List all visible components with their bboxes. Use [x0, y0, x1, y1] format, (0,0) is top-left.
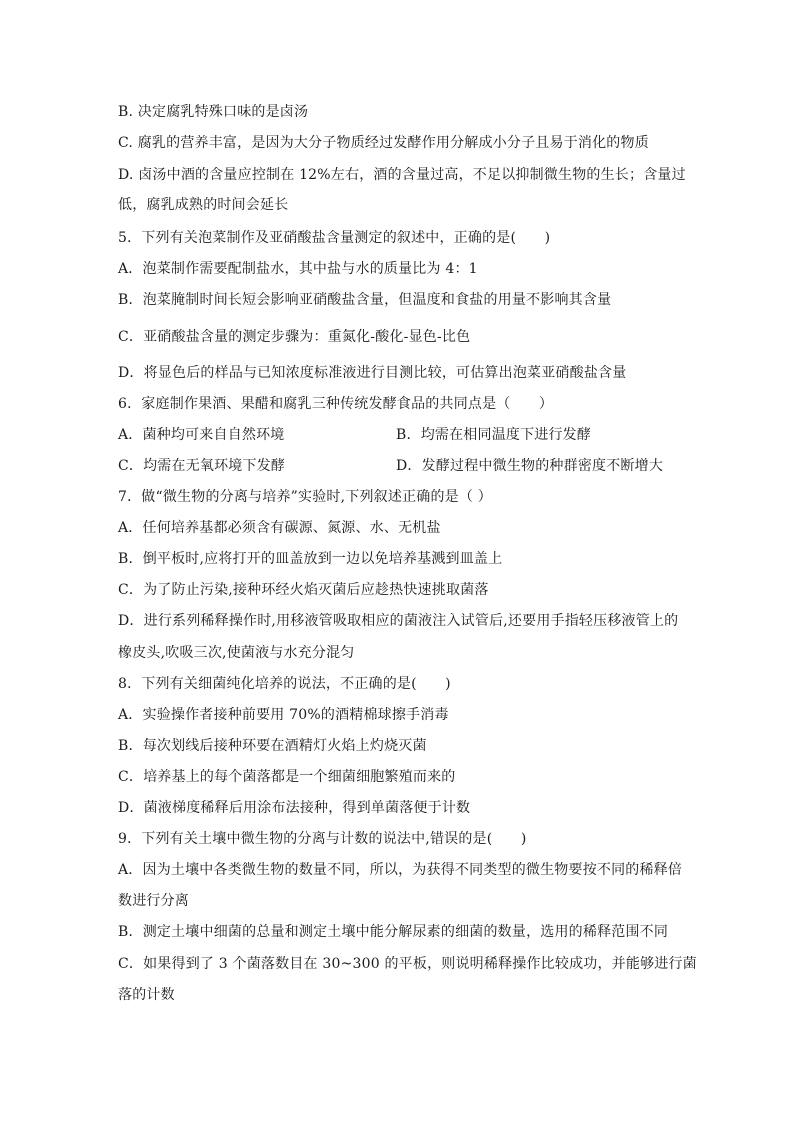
q8-option-d: D．菌液梯度稀释后用涂布法接种，得到单菌落便于计数: [118, 800, 471, 816]
q6-option-c: C．均需在无氧环境下发酵: [118, 458, 286, 474]
q9-option-b: B．测定土壤中细菌的总量和测定土壤中能分解尿素的细菌的数量，选用的稀释范围不同: [118, 924, 669, 940]
q7-option-d-line1: D．进行系列稀释操作时,用移液管吸取相应的菌液注入试管后,还要用手指轻压移液管上的: [118, 613, 679, 629]
q6-option-d: D．发酵过程中微生物的种群密度不断增大: [396, 458, 664, 474]
q9-option-c-line1: C．如果得到了 3 个菌落数目在 30~300 的平板，则说明稀释操作比较成功，并能够进行菌: [118, 956, 697, 972]
q9-stem: 9．下列有关土壤中微生物的分离与计数的说法中,错误的是( ): [118, 831, 527, 847]
q7-option-b: B．倒平板时,应将打开的皿盖放到一边以免培养基溅到皿盖上: [118, 551, 503, 567]
q7-option-c: C．为了防止污染,接种环经火焰灭菌后应趁热快速挑取菌落: [118, 582, 489, 598]
q4-option-b: B. 决定腐乳特殊口味的是卤汤: [118, 104, 309, 120]
q9-option-a-line1: A．因为土壤中各类微生物的数量不同，所以，为获得不同类型的微生物要按不同的稀释倍: [118, 862, 683, 878]
q8-option-c: C．培养基上的每个菌落都是一个细菌细胞繁殖而来的: [118, 769, 456, 785]
q5-option-a: A．泡菜制作需要配制盐水，其中盐与水的质量比为 4：1: [118, 261, 478, 277]
q9-option-a-line2: 数进行分离: [118, 893, 189, 909]
q5-option-b: B．泡菜腌制时间长短会影响亚硝酸盐含量，但温度和食盐的用量不影响其含量: [118, 292, 612, 308]
q8-option-a: A．实验操作者接种前要用 70%的酒精棉球擦手消毒: [118, 707, 449, 723]
q9-option-c-line2: 落的计数: [118, 987, 175, 1003]
q6-option-b: B．均需在相同温度下进行发酵: [396, 427, 592, 443]
q4-option-d-line1: D. 卤汤中酒的含量应控制在 12%左右，酒的含量过高，不足以抑制微生物的生长；含量过: [118, 167, 686, 183]
q5-stem: 5．下列有关泡菜制作及亚硝酸盐含量测定的叙述中，正确的是( ): [118, 230, 551, 246]
q5-option-c: C．亚硝酸盐含量的测定步骤为：重氮化-酸化-显色-比色: [118, 329, 471, 345]
q8-stem: 8．下列有关细菌纯化培养的说法，不正确的是( ): [118, 676, 451, 692]
q4-option-d-line2: 低，腐乳成熟的时间会延长: [118, 197, 289, 213]
q5-option-d: D．将显色后的样品与已知浓度标准液进行目测比较，可估算出泡菜亚硝酸盐含量: [118, 365, 627, 381]
q8-option-b: B．每次划线后接种环要在酒精灯火焰上灼烧灭菌: [118, 738, 427, 754]
q4-option-c: C. 腐乳的营养丰富，是因为大分子物质经过发酵作用分解成小分子且易于消化的物质: [118, 135, 649, 151]
q7-stem: 7．做“微生物的分离与培养”实验时,下列叙述正确的是（ ）: [118, 489, 492, 505]
q6-option-a: A．菌种均可来自自然环境: [118, 427, 285, 443]
q6-stem: 6．家庭制作果酒、果醋和腐乳三种传统发酵食品的共同点是（ ）: [118, 396, 554, 412]
q7-option-d-line2: 橡皮头,吹吸三次,使菌液与水充分混匀: [118, 645, 355, 661]
q7-option-a: A．任何培养基都必须含有碳源、氮源、水、无机盐: [118, 520, 441, 536]
